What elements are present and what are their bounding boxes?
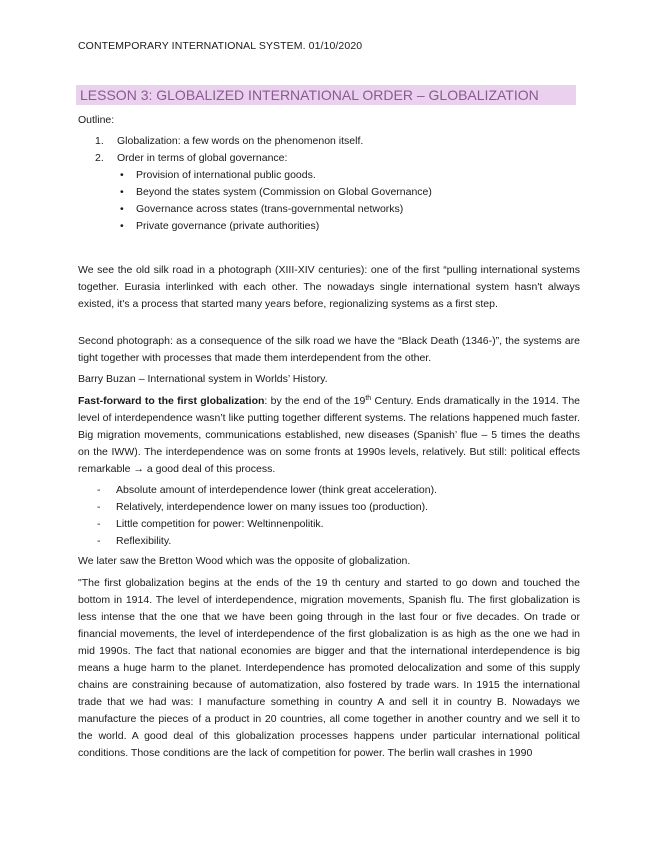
dash-item: - Absolute amount of interdependence lower (think great acceleration).: [94, 482, 437, 499]
paragraph-text: We later saw the Bretton Wood which was the opposite of globalization.: [78, 555, 411, 567]
governance-item: • Provision of international public goods.: [120, 167, 432, 184]
governance-item: • Private governance (private authorities): [120, 218, 432, 235]
paragraph-silk-road: [78, 262, 580, 313]
lesson-title: LESSON 3: GLOBALIZED INTERNATIONAL ORDER – GLOBALIZATION: [76, 85, 576, 105]
paragraph-text: "The first globalization begins at the ends of the 19 th century and started to go down and touched the bottom in 1914. The level of interdependence, migration movements, Spanish flu. The first globalization is less intense that the one that we have been going through in the last four or five decades. On trade or financial movements, the level of interdependence of the first globalization is as high as the one we had in mid 1990s. The fact that national economies are bigger and that the international interdependence is big means a huge harm to the planet. Interdependence has promoted delocalization and some of this supply chains are constraining because of automatization, also fostered by trade wars. In 1915 the international trade that we had was: I manufacture something in country A and sell it in country B. Nowadays we manufacture the pieces of a product in 20 countries, all come together in another country and we sell it to the world. A good deal of this globalization processes happens under particular international political conditions. Those conditions are the lack of competition for power. The berlin wall crashes in 1990: [78, 577, 580, 759]
dash-item: - Relatively, interdependence lower on many issues too (production).: [94, 499, 437, 516]
outline-number: 1.: [95, 135, 104, 147]
paragraph-buzan: [78, 371, 580, 388]
dash-item: - Reflexibility.: [94, 533, 437, 550]
text-span: : by the end of the 19: [264, 395, 366, 407]
superscript: th: [365, 395, 372, 402]
outline-text: Order in terms of global governance:: [117, 152, 288, 164]
governance-list: [120, 167, 432, 235]
paragraph-quote: [78, 575, 580, 762]
paragraph-text: We see the old silk road in a photograph (XIII-XIV centuries): one of the first “pulling international systems together. Eurasia interlinked with each other. The nowadays single international system hasn't always existed, it's a process that started many years before, regionalizing systems as a first step.: [78, 264, 580, 310]
paragraph-text: Second photograph: as a consequence of the silk road we have the “Black Death (1346-)”, the systems are tight together with processes that made them interdependent from the other.: [78, 335, 580, 364]
bold-heading: Fast-forward to the first globalization: [78, 395, 265, 407]
governance-item: • Governance across states (trans-governmental networks): [120, 201, 432, 218]
outline-number: 2.: [95, 152, 104, 164]
paragraph-first-globalization: [78, 393, 580, 478]
outline-label: Outline:: [78, 114, 115, 126]
paragraph-text: [78, 393, 580, 478]
paragraph-text: Barry Buzan – International system in Worlds’ History.: [78, 373, 328, 385]
paragraph-black-death: [78, 333, 580, 367]
outline-item: [95, 150, 432, 167]
outline-list: [95, 133, 432, 235]
paragraph-bretton-wood: [78, 553, 580, 570]
text-span: Century. Ends dramatically in the 1914. The level of interdependence wasn’t like putting together different systems. The relations happened much faster. Big migration movements, communications established, new diseases (Spanish’ flue – 5 times the deaths on the IWW). The interdependence was on some fronts at 1990s levels, relatively. But still: political effects remarkable → a good deal of this process.: [78, 395, 580, 475]
governance-item: • Beyond the states system (Commission on Global Governance): [120, 184, 432, 201]
dash-item: - Little competition for power: Weltinnenpolitik.: [94, 516, 437, 533]
outline-item: [95, 133, 432, 150]
outline-text: Globalization: a few words on the phenomenon itself.: [117, 135, 364, 147]
document-header: CONTEMPORARY INTERNATIONAL SYSTEM. 01/10/2020: [78, 40, 363, 52]
interdependence-list: [94, 482, 437, 550]
